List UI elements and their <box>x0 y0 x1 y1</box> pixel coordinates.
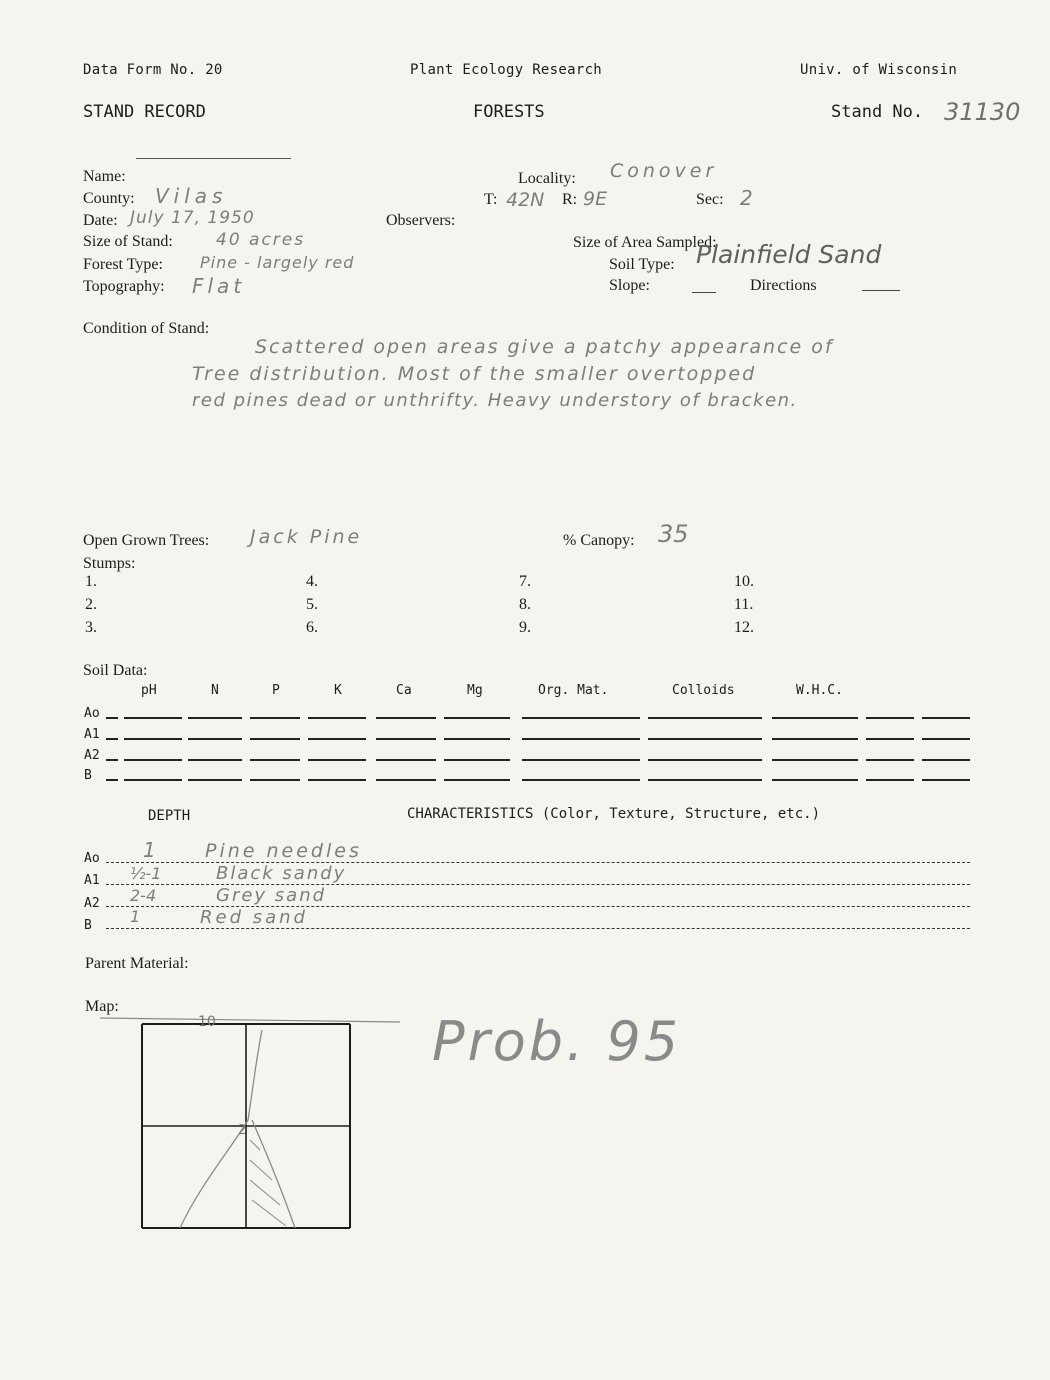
soil-cell-line-r0-c10 <box>922 717 970 719</box>
map-top-mark: 10 <box>198 1014 216 1030</box>
col-p: P <box>272 683 280 698</box>
profile-depth-a1: ½-1 <box>130 864 162 883</box>
slope-dash <box>692 292 716 293</box>
col-org-mat: Org. Mat. <box>538 683 609 698</box>
locality-label: Locality: <box>518 170 576 187</box>
soil-cell-line-r1-c5 <box>444 738 510 740</box>
open-grown-value: Jack Pine <box>250 526 363 548</box>
soil-cell-line-r1-c8 <box>772 738 858 740</box>
condition-line-1: Scattered open areas give a patchy appearance of <box>255 336 834 358</box>
stump-1: 1. <box>85 573 97 590</box>
soil-cell-line-r0-c0 <box>124 717 182 719</box>
date-label: Date: <box>83 212 118 229</box>
profile-depth-a2: 2-4 <box>130 886 157 905</box>
soil-data-label: Soil Data: <box>83 662 148 679</box>
topography-label: Topography: <box>83 278 165 295</box>
stump-9: 9. <box>519 619 531 636</box>
map-pencil-top-line <box>100 1018 400 1022</box>
col-n: N <box>211 683 219 698</box>
soil-cell-line-r0-c6 <box>522 717 640 719</box>
t-label: T: <box>484 191 498 208</box>
map-road-left <box>180 1030 262 1228</box>
soil-cell-line-r1-c1 <box>188 738 242 740</box>
soil-cell-line-r3-c7 <box>648 779 762 781</box>
soil-cell-line-r0-c8 <box>772 717 858 719</box>
soil-cell-line-r2-c3 <box>308 759 366 761</box>
directions-dash <box>862 290 900 291</box>
slope-label: Slope: <box>609 277 650 294</box>
profile-line-a1 <box>106 884 970 885</box>
stump-10: 10. <box>734 573 754 590</box>
soil-type-label: Soil Type: <box>609 256 675 273</box>
row-ao: Ao <box>84 706 100 721</box>
profile-line-b <box>106 928 970 929</box>
stump-6: 6. <box>306 619 318 636</box>
area-sampled-label: Size of Area Sampled: <box>573 234 717 251</box>
soil-row-lead-2 <box>106 759 118 761</box>
profile-horizon-a1: A1 <box>84 873 100 888</box>
record-title: STAND RECORD <box>83 102 206 122</box>
forests-title: FORESTS <box>473 102 545 122</box>
map-label: Map: <box>85 998 119 1015</box>
soil-cell-line-r0-c1 <box>188 717 242 719</box>
canopy-value: 35 <box>658 520 689 548</box>
soil-cell-line-r1-c0 <box>124 738 182 740</box>
profile-depth-ao: 1 <box>143 838 156 862</box>
profile-desc-a1: Black sandy <box>216 863 347 884</box>
soil-cell-line-r0-c5 <box>444 717 510 719</box>
stump-12: 12. <box>734 619 754 636</box>
forest-type-label: Forest Type: <box>83 256 163 273</box>
map-sketch <box>80 1000 420 1240</box>
stump-5: 5. <box>306 596 318 613</box>
profile-horizon-ao: Ao <box>84 851 100 866</box>
map-note: Prob. 95 <box>432 1010 682 1073</box>
directions-label: Directions <box>750 277 817 294</box>
soil-cell-line-r2-c6 <box>522 759 640 761</box>
soil-cell-line-r3-c3 <box>308 779 366 781</box>
map-center-mark: 2 <box>238 1123 247 1138</box>
university: Univ. of Wisconsin <box>800 62 958 78</box>
soil-cell-line-r1-c6 <box>522 738 640 740</box>
soil-cell-line-r3-c5 <box>444 779 510 781</box>
soil-cell-line-r3-c1 <box>188 779 242 781</box>
depth-label: DEPTH <box>148 808 191 824</box>
soil-cell-line-r2-c5 <box>444 759 510 761</box>
r-label: R: <box>562 191 578 208</box>
stump-7: 7. <box>519 573 531 590</box>
soil-cell-line-r2-c4 <box>376 759 436 761</box>
soil-row-lead-1 <box>106 738 118 740</box>
soil-cell-line-r2-c8 <box>772 759 858 761</box>
soil-cell-line-r3-c8 <box>772 779 858 781</box>
col-colloids: Colloids <box>672 683 735 698</box>
county-value: Vilas <box>155 184 228 208</box>
soil-cell-line-r3-c10 <box>922 779 970 781</box>
row-b: B <box>84 768 92 783</box>
open-grown-label: Open Grown Trees: <box>83 532 210 549</box>
profile-desc-a2: Grey sand <box>216 885 327 906</box>
soil-cell-line-r2-c9 <box>866 759 914 761</box>
r-value: 9E <box>583 188 608 210</box>
observers-label: Observers: <box>386 212 456 229</box>
stump-4: 4. <box>306 573 318 590</box>
name-underline <box>136 158 291 159</box>
locality-value: Conover <box>610 160 718 182</box>
col-mg: Mg <box>467 683 483 698</box>
soil-cell-line-r1-c4 <box>376 738 436 740</box>
soil-cell-line-r2-c2 <box>250 759 300 761</box>
row-a1: A1 <box>84 727 100 742</box>
size-label: Size of Stand: <box>83 233 173 250</box>
form-number: Data Form No. 20 <box>83 62 223 78</box>
condition-line-3: red pines dead or unthrifty. Heavy understory of bracken. <box>192 390 798 411</box>
stump-2: 2. <box>85 596 97 613</box>
col-ph: pH <box>141 683 157 698</box>
stumps-label: Stumps: <box>83 555 136 572</box>
county-label: County: <box>83 190 135 207</box>
canopy-label: % Canopy: <box>563 532 635 549</box>
soil-type-value: Plainfield Sand <box>696 240 882 269</box>
soil-cell-line-r0-c4 <box>376 717 436 719</box>
profile-desc-ao: Pine needles <box>205 840 362 862</box>
soil-cell-line-r0-c9 <box>866 717 914 719</box>
stump-3: 3. <box>85 619 97 636</box>
profile-horizon-a2: A2 <box>84 896 100 911</box>
stump-8: 8. <box>519 596 531 613</box>
soil-cell-line-r2-c0 <box>124 759 182 761</box>
col-k: K <box>334 683 342 698</box>
soil-cell-line-r2-c10 <box>922 759 970 761</box>
soil-row-lead-3 <box>106 779 118 781</box>
col-ca: Ca <box>396 683 412 698</box>
stump-11: 11. <box>734 596 754 613</box>
profile-line-a2 <box>106 906 970 907</box>
sec-value: 2 <box>740 186 753 210</box>
name-label: Name: <box>83 168 126 185</box>
profile-line-ao <box>106 862 970 863</box>
soil-cell-line-r1-c2 <box>250 738 300 740</box>
topography-value: Flat <box>192 274 246 298</box>
soil-cell-line-r2-c7 <box>648 759 762 761</box>
profile-desc-b: Red sand <box>200 907 308 928</box>
soil-cell-line-r0-c2 <box>250 717 300 719</box>
soil-cell-line-r0-c7 <box>648 717 762 719</box>
soil-cell-line-r3-c9 <box>866 779 914 781</box>
stand-no-value: 31130 <box>944 98 1021 126</box>
soil-cell-line-r1-c3 <box>308 738 366 740</box>
t-value: 42N <box>506 189 545 211</box>
map-road-right <box>252 1120 295 1228</box>
forest-type-value: Pine - largely red <box>200 253 355 272</box>
soil-cell-line-r3-c0 <box>124 779 182 781</box>
soil-cell-line-r1-c7 <box>648 738 762 740</box>
date-value: July 17, 1950 <box>130 208 255 228</box>
soil-row-lead-0 <box>106 717 118 719</box>
soil-cell-line-r2-c1 <box>188 759 242 761</box>
parent-material-label: Parent Material: <box>85 955 189 972</box>
characteristics-label: CHARACTERISTICS (Color, Texture, Structure, etc.) <box>407 806 821 822</box>
soil-cell-line-r1-c9 <box>866 738 914 740</box>
row-a2: A2 <box>84 748 100 763</box>
soil-cell-line-r0-c3 <box>308 717 366 719</box>
profile-horizon-b: B <box>84 918 92 933</box>
map-hatching <box>250 1140 286 1226</box>
col-whc: W.H.C. <box>796 683 843 698</box>
soil-cell-line-r1-c10 <box>922 738 970 740</box>
size-value: 40 acres <box>216 230 306 250</box>
condition-label: Condition of Stand: <box>83 320 210 337</box>
profile-depth-b: 1 <box>130 907 141 926</box>
soil-cell-line-r3-c4 <box>376 779 436 781</box>
sec-label: Sec: <box>696 191 724 208</box>
stand-no-label: Stand No. <box>831 102 924 122</box>
soil-cell-line-r3-c6 <box>522 779 640 781</box>
condition-line-2: Tree distribution. Most of the smaller overtopped <box>192 363 757 385</box>
organization: Plant Ecology Research <box>410 62 603 78</box>
soil-cell-line-r3-c2 <box>250 779 300 781</box>
